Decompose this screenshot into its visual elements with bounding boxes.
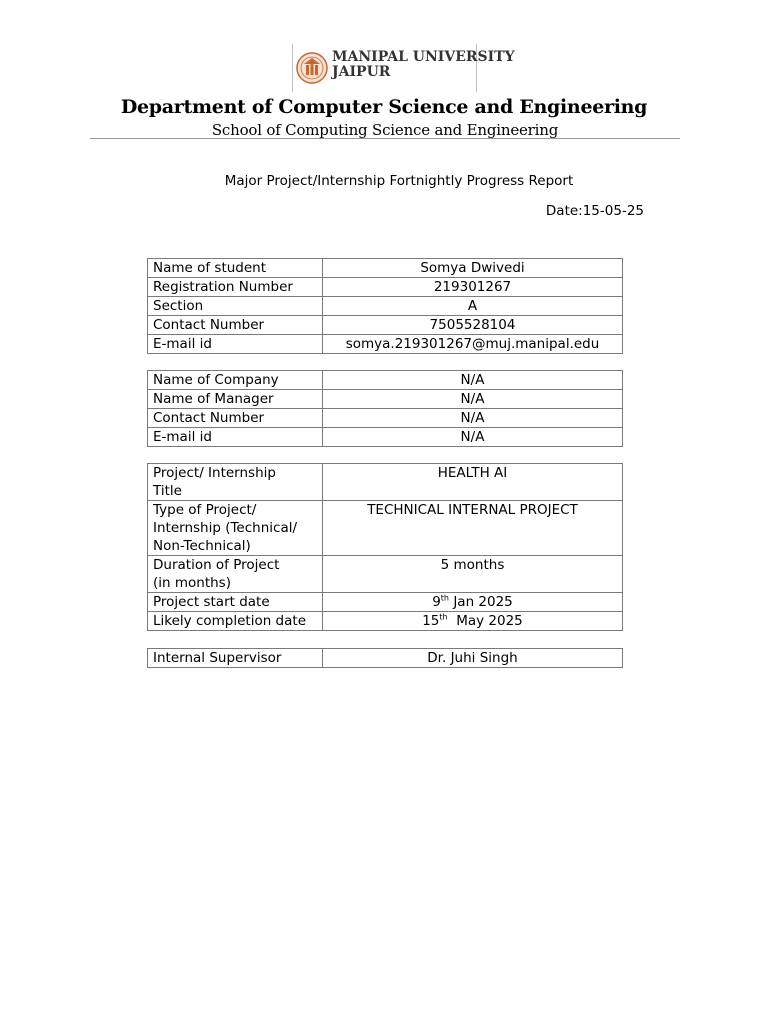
row-label: E-mail id [148,428,323,447]
table-row [148,335,623,354]
table-row [148,649,623,668]
logo-text [332,50,515,80]
row-label: Name of Company [148,371,323,390]
row-label: Registration Number [148,278,323,297]
end-day: 15 [422,613,440,629]
row-label [148,501,323,556]
table-row [148,316,623,335]
label-line: Non-Technical) [153,538,251,554]
row-value: somya.219301267@muj.manipal.edu [323,335,623,354]
row-label: Name of Manager [148,390,323,409]
school-heading: School of Computing Science and Engineering [211,121,559,139]
row-label: Contact Number [148,409,323,428]
report-title: Major Project/Internship Fortnightly Progress Report [224,173,574,189]
label-line: Type of Project/ [153,502,257,518]
table-row [148,390,623,409]
table-row [148,278,623,297]
department-heading: Department of Computer Science and Engineering [120,96,648,118]
row-value: N/A [323,428,623,447]
row-label [148,556,323,593]
row-label: E-mail id [148,335,323,354]
row-value: 7505528104 [323,316,623,335]
row-value: Dr. Juhi Singh [323,649,623,668]
end-month-year: May 2025 [456,613,523,629]
header-divider [90,138,680,139]
university-seal-icon [296,48,328,88]
row-value [323,593,623,612]
supervisor-table [147,648,623,668]
logo-divider-left [292,44,293,92]
label-line: Project/ Internship [153,465,276,481]
end-day-suffix: th [439,612,448,622]
table-row [148,612,623,631]
table-row [148,464,623,501]
label-line: (in months) [153,575,231,591]
row-value: TECHNICAL INTERNAL PROJECT [323,501,623,556]
row-label: Contact Number [148,316,323,335]
table-row [148,371,623,390]
table-row [148,259,623,278]
row-value [323,612,623,631]
table-row [148,593,623,612]
label-line: Duration of Project [153,557,280,573]
table-row [148,556,623,593]
student-details-table [147,258,623,354]
table-row [148,297,623,316]
table-row [148,428,623,447]
table-row [148,409,623,428]
label-line: Internship (Technical/ [153,520,298,536]
label-line: Title [153,483,182,499]
row-value: N/A [323,390,623,409]
company-details-table [147,370,623,447]
report-date: Date:15-05-25 [545,203,644,219]
row-label: Internal Supervisor [148,649,323,668]
start-month-year: Jan 2025 [453,594,513,610]
row-label: Likely completion date [148,612,323,631]
row-label: Name of student [148,259,323,278]
row-value: HEALTH AI [323,464,623,501]
table-row [148,501,623,556]
project-details-table [147,463,623,631]
row-value: N/A [323,409,623,428]
start-day: 9 [432,594,441,610]
row-value: N/A [323,371,623,390]
row-label [148,464,323,501]
start-day-suffix: th [440,593,450,603]
row-value: Somya Dwivedi [323,259,623,278]
row-value: A [323,297,623,316]
row-value: 5 months [323,556,623,593]
logo-line-2: JAIPUR [332,64,391,80]
row-value: 219301267 [323,278,623,297]
row-label: Project start date [148,593,323,612]
logo-line-1: MANIPAL UNIVERSITY [332,49,515,65]
row-label: Section [148,297,323,316]
